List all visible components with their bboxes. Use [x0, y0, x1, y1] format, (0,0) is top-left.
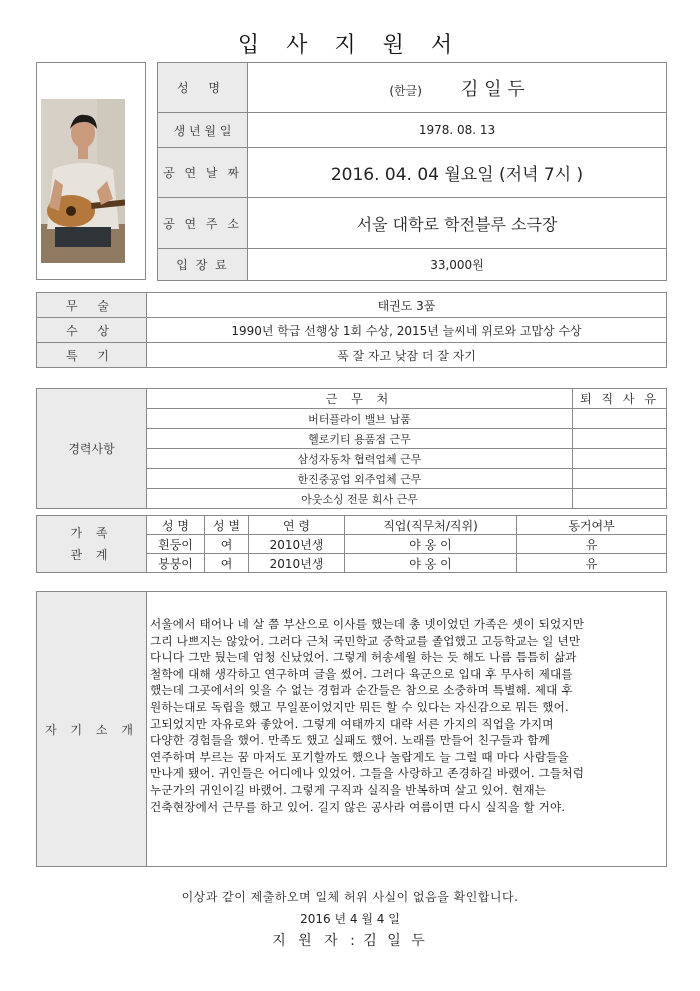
family-label: 가 족 관 계	[37, 516, 147, 573]
martial-label: 무 술	[37, 293, 147, 318]
table-row: 흰둥이 여 2010년생 야 옹 이 유	[37, 535, 667, 554]
family-col-cohabit: 동거여부	[517, 516, 667, 535]
family-col-name: 성 명	[147, 516, 205, 535]
name-prefix: (한글)	[389, 83, 422, 98]
intro-table	[36, 591, 667, 867]
applicant-label: 지 원 자 :	[272, 933, 359, 949]
table-row: 버터플라이 밸브 납품	[37, 409, 667, 429]
name-cell	[248, 63, 667, 113]
intro-label: 자 기 소 개	[37, 592, 147, 867]
submit-date: 2016 년 4 월 4 일	[300, 912, 400, 926]
applicant-name: 김 일 두	[363, 933, 428, 949]
name-value: 김 일 두	[461, 78, 525, 100]
intro-text: 서울에서 태어나 네 살 쯤 부산으로 이사를 했는데 총 넷이었던 가족은 셋이 되었지만 그리 나쁘지는 않았어. 그러다 근처 국민학교 중학교를 졸업했고 고등학교는 일 년만 다니다 그만 뒀는데 엄청 신났었어. 그렇게 허송세월 하는 듯 해도 나름 틈틈히 삶과 철학에 대해 생각하고 연구하며 글을 썼어. 그러다 육군으로 입대 후 무사히 제대를 했는데 그곳에서의 잊을 수 없는 경험과 순간들은 참으로 소중하며 특별해. 제대 후 원하는대로 독립을 했고 무일푼이었지만 뭐든 할 수 있다는 자신감으로 뭐든 했어. 고되었지만 자유로와 좋았어. 그렇게 여태까지 대략 서른 가지의 직업을 가지며 다양한 경험들을 했어. 만족도 했고 실패도 했어. 노래를 만들어 친구들과 함께 연주하며 부르는 꿈 마저도 포기할까도 했으나 놀랍게도 늘 그럴 때 마다 사람들을 만나게 됐어. 귀인들은 어디에나 있었어. 그들을 사랑하고 존경하길 바랬어. 그들처럼 누군가의 귀인이길 바랬어. 그렇게 구직과 실직을 반복하며 살고 있어. 현재는 건축현장에서 근무를 하고 있어. 길지 않은 공사라 여름이면 다시 실직을 할 거야.	[147, 592, 667, 867]
applicant-signature	[0, 930, 700, 950]
misc-table	[36, 292, 667, 368]
career-label: 경력사항	[37, 389, 147, 509]
martial-value: 태권도 3품	[147, 293, 667, 318]
career-table	[36, 388, 667, 509]
award-value: 1990년 학급 선행상 1회 수상, 2015년 늘씨네 위로와 고맙상 수상	[147, 318, 667, 343]
declaration: 이상과 같이 제출하오며 일체 허위 사실이 없음을 확인합니다.	[181, 890, 519, 904]
table-row: 헬로키티 용품점 근무	[37, 429, 667, 449]
name-label: 성 명	[158, 63, 248, 113]
fee-value: 33,000원	[248, 249, 667, 281]
award-label: 수 상	[37, 318, 147, 343]
table-row: 삼성자동차 협력업체 근무	[37, 449, 667, 469]
family-col-age: 연 령	[249, 516, 345, 535]
applicant-photo	[41, 99, 125, 263]
table-row: 붕붕이 여 2010년생 야 옹 이 유	[37, 554, 667, 573]
family-col-job: 직업(직무처/직위)	[345, 516, 517, 535]
birth-value: 1978. 08. 13	[248, 113, 667, 148]
page-title: 입 사 지 원 서	[237, 33, 463, 58]
career-col-reason: 퇴 직 사 유	[573, 389, 667, 409]
birth-label: 생 년 월 일	[158, 113, 248, 148]
talent-value: 푹 잘 자고 낮잠 더 잘 자기	[147, 343, 667, 368]
family-table	[36, 515, 667, 573]
date-value: 2016. 04. 04 월요일 (저녁 7시 )	[248, 148, 667, 198]
table-row: 한진중공업 외주업체 근무	[37, 469, 667, 489]
family-col-gender: 성 별	[205, 516, 249, 535]
photo-frame	[36, 62, 146, 280]
address-label: 공 연 주 소	[158, 198, 248, 249]
career-col-workplace: 근 무 처	[147, 389, 573, 409]
talent-label: 특 기	[37, 343, 147, 368]
table-row: 아웃소싱 전문 회사 근무	[37, 489, 667, 509]
fee-label: 입 장 료	[158, 249, 248, 281]
address-value: 서울 대학로 학전블루 소극장	[248, 198, 667, 249]
date-label: 공 연 날 짜	[158, 148, 248, 198]
info-table	[157, 62, 667, 281]
